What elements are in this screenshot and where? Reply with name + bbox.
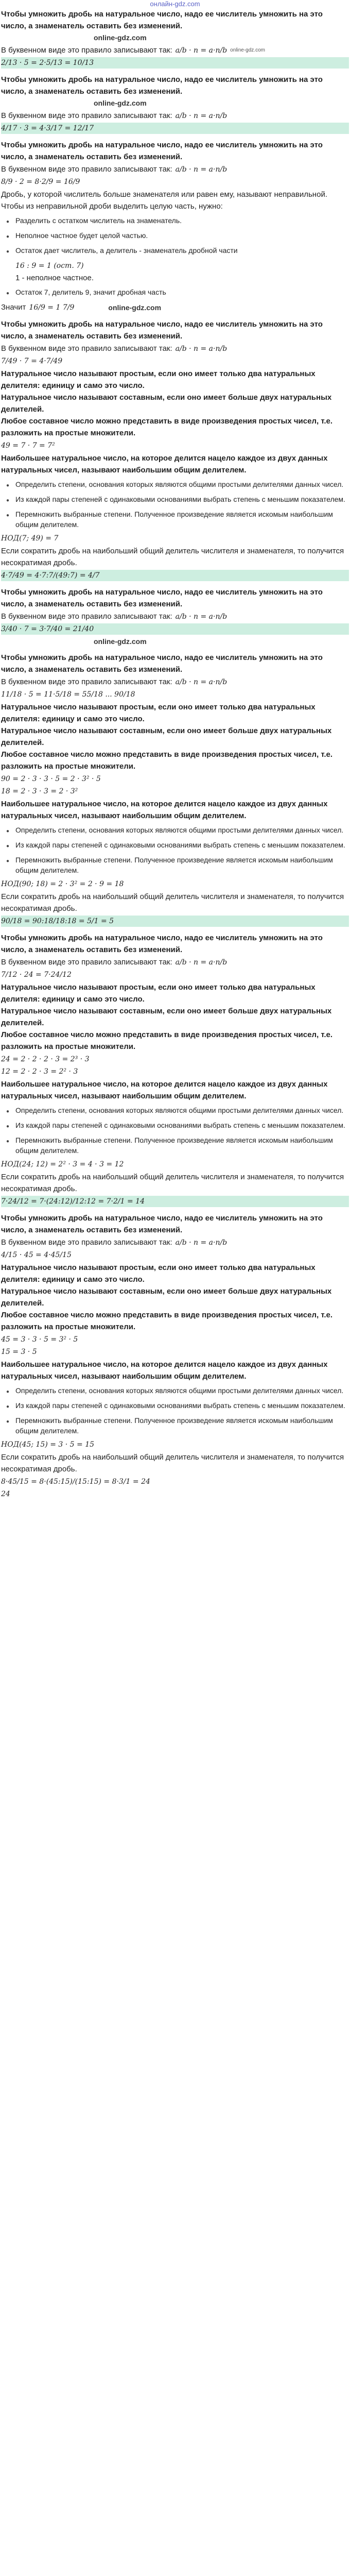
calc-line: 2/13 · 5 = 2·5/13 = 10/13 <box>1 59 94 67</box>
bullet-icon: ● <box>6 1389 10 1395</box>
rule-gcd: Наибольшее натуральное число, на которое делится нацело каждое из двух данных натуральных чисел, называют наибольшим общим делителем. <box>1 1360 328 1381</box>
list-item <box>1 1400 349 1412</box>
rule-letter-form-label: В буквенном виде это правило записывают так: <box>1 46 172 55</box>
calc-line: 7·24/12 = 7·(24:12)/12:12 = 7·2/1 = 14 <box>1 1197 145 1206</box>
bullet-icon: ● <box>6 219 10 225</box>
rule-extract: Чтобы из неправильной дроби выделить целую часть, нужно: <box>1 202 223 211</box>
rule-factor: Любое составное число можно представить в виде произведения простых чисел, т.е. разложить на простые множители. <box>1 750 333 771</box>
rule-letter-form-label: В буквенном виде это правило записывают так: <box>1 111 172 120</box>
rule-reduce: Если сократить дробь на наибольший общий делитель числителя и знаменателя, то получится несократимая дробь. <box>1 547 344 567</box>
watermark: online-gdz.com <box>108 303 162 312</box>
calc-ex7 <box>1 969 349 980</box>
calc-line: 7/12 · 24 = 7·24/12 <box>1 971 72 979</box>
list-item-text: Определить степени, основания которых являются общими простыми делителями данных чисел. <box>15 1106 344 1114</box>
formula: a/b · n = a·n/b <box>175 165 227 174</box>
rule-multiply: Чтобы умножить дробь на натуральное число, надо ее числитель умножить на это число, а знаменатель оставить без изменений. <box>1 75 323 96</box>
calc-line: 16 : 9 = 1 (ост. 7) <box>15 262 84 270</box>
list-item-text: Из каждой пары степеней с одинаковыми основаниями выбрать степень с меньшим показателем. <box>15 495 345 503</box>
calc-line: 3/40 · 7 = 3·7/40 = 21/40 <box>1 625 94 633</box>
calc-line: 8/9 · 2 = 8·2/9 = 16/9 <box>1 178 80 186</box>
rule-reduce: Если сократить дробь на наибольший общий делитель числителя и знаменателя, то получится несократимая дробь. <box>1 1453 344 1473</box>
bullet-icon: ● <box>6 1404 10 1410</box>
list-item <box>1 215 349 227</box>
rule-letter-form-label: В буквенном виде это правило записывают так: <box>1 677 172 686</box>
calc-line: 18 = 2 · 3 · 3 = 2 · 3² <box>1 787 78 795</box>
calc-line: 49 = 7 · 7 = 7² <box>1 442 55 450</box>
rule-letter-form <box>1 343 349 354</box>
list-item <box>1 494 349 506</box>
rule-prime: Натуральное число называют простым, если оно имеет только два натуральных делителя: единицу и само это число. <box>1 703 316 723</box>
rule-gcd: Наибольшее натуральное число, на которое делится нацело каждое из двух данных натуральных чисел, называют наибольшим общим делителем. <box>1 1080 328 1100</box>
rule-factor: Любое составное число можно представить в виде произведения простых чисел, т.е. разложить на простые множители. <box>1 1311 333 1331</box>
rule-multiply: Чтобы умножить дробь на натуральное число, надо ее числитель умножить на это число, а знаменатель оставить без изменений. <box>1 1214 323 1234</box>
calc-line: НОД(45; 15) = 3 · 5 = 15 <box>1 1440 95 1449</box>
calc-line: 24 <box>1 1490 10 1498</box>
calc-ex5 <box>1 623 349 635</box>
list-item-text: Определить степени, основания которых являются общими простыми делителями данных чисел. <box>15 1386 344 1395</box>
list-item-text: Определить степени, основания которых являются общими простыми делителями данных чисел. <box>15 480 344 488</box>
rule-letter-form-label: В буквенном виде это правило записывают так: <box>1 612 172 621</box>
bullet-icon: ● <box>6 843 10 849</box>
calc-gcd <box>1 1439 349 1450</box>
formula: a/b · n = a·n/b <box>175 46 227 55</box>
calc-ex6 <box>1 689 349 700</box>
calc-ex8 <box>1 1249 349 1261</box>
rule-prime: Натуральное число называют простым, если оно имеет только два натуральных делителя: единицу и само это число. <box>1 1263 316 1284</box>
rule-letter-form <box>1 676 349 688</box>
formula: a/b · n = a·n/b <box>175 678 227 686</box>
rule-prime: Натуральное число называют простым, если оно имеет только два натуральных делителя: единицу и само это число. <box>1 369 316 390</box>
list-item <box>1 1415 349 1436</box>
calc-line: 1 - неполное частное. <box>15 274 94 282</box>
list-item-text: Из каждой пары степеней с одинаковыми основаниями выбрать степень с меньшим показателем. <box>15 1121 345 1129</box>
calc-factor <box>1 1346 349 1358</box>
calc-div <box>1 260 349 272</box>
rule-composite: Натуральное число называют составным, если оно имеет больше двух натуральных делителей. <box>1 1007 332 1027</box>
list-item <box>1 230 349 242</box>
calc-line: 90 = 2 · 3 · 3 · 5 = 2 · 3² · 5 <box>1 775 101 783</box>
list-item-text: Разделить с остатком числитель на знаменатель. <box>15 216 182 225</box>
bullet-icon: ● <box>6 1109 10 1114</box>
rule-multiply: Чтобы умножить дробь на натуральное число, надо ее числитель умножить на это число, а знаменатель оставить без изменений. <box>1 10 323 30</box>
calc-ex2 <box>1 123 349 134</box>
calc-ex1 <box>1 57 349 69</box>
calc-line: НОД(7; 49) = 7 <box>1 534 59 543</box>
calc-line: 12 = 2 · 2 · 3 = 2² · 3 <box>1 1067 78 1076</box>
rule-letter-form <box>1 45 349 56</box>
rule-multiply: Чтобы умножить дробь на натуральное число, надо ее числитель умножить на это число, а знаменатель оставить без изменений. <box>1 141 323 161</box>
calc-factor <box>1 1066 349 1077</box>
formula: a/b · n = a·n/b <box>175 345 227 353</box>
calc-ex4b <box>1 570 349 581</box>
rule-gcd: Наибольшее натуральное число, на которое делится нацело каждое из двух данных натуральных чисел, называют наибольшим общим делителем. <box>1 454 328 474</box>
list-item-text: Из каждой пары степеней с одинаковыми основаниями выбрать степень с меньшим показателем. <box>15 841 345 849</box>
calc-ex8-result <box>1 1488 349 1500</box>
rule-improper: Дробь, у которой числитель больше знаменателя или равен ему, называют неправильной. <box>1 190 327 199</box>
rule-letter-form-label: В буквенном виде это правило записывают так: <box>1 165 172 174</box>
bullet-icon: ● <box>6 234 10 240</box>
calc-ex6b <box>1 916 349 927</box>
rule-multiply: Чтобы умножить дробь на натуральное число, надо ее числитель умножить на это число, а знаменатель оставить без изменений. <box>1 588 323 608</box>
list-item-text: Перемножить выбранные степени. Полученное произведение является искомым наибольшим общим делителем. <box>15 856 333 874</box>
solution-content <box>1 8 349 1501</box>
calc-factor <box>1 786 349 797</box>
bullet-icon: ● <box>6 483 10 488</box>
rule-letter-form <box>1 957 349 968</box>
rule-multiply: Чтобы умножить дробь на натуральное число, надо ее числитель умножить на это число, а знаменатель оставить без изменений. <box>1 320 323 341</box>
rule-multiply: Чтобы умножить дробь на натуральное число, надо ее числитель умножить на это число, а знаменатель оставить без изменений. <box>1 934 323 954</box>
list-item-text: Неполное частное будет целой частью. <box>15 231 148 240</box>
rule-composite: Натуральное число называют составным, если оно имеет больше двух натуральных делителей. <box>1 393 332 414</box>
rule-factor: Любое составное число можно представить в виде произведения простых чисел, т.е. разложить на простые множители. <box>1 1030 333 1051</box>
list-item <box>1 1105 349 1117</box>
formula: a/b · n = a·n/b <box>175 112 227 120</box>
calc-line: 4·7/49 = 4·7:7/(49:7) = 4/7 <box>1 571 100 580</box>
bullet-icon: ● <box>6 1139 10 1144</box>
watermark: online-gdz.com <box>94 637 147 646</box>
rule-letter-form-label: В буквенном виде это правило записывают так: <box>1 958 172 967</box>
calc-ex4 <box>1 355 349 367</box>
bullet-icon: ● <box>6 1419 10 1425</box>
calc-line: НОД(24; 12) = 2² · 3 = 4 · 3 = 12 <box>1 1160 124 1168</box>
calc-line: 90/18 = 90:18/18:18 = 5/1 = 5 <box>1 917 114 925</box>
calc-line: 11/18 · 5 = 11·5/18 = 55/18 ... 90/18 <box>1 690 135 699</box>
list-item-text: Определить степени, основания которых являются общими простыми делителями данных чисел. <box>15 826 344 834</box>
rule-letter-form <box>1 1237 349 1248</box>
calc-line: 15 = 3 · 5 <box>1 1348 37 1356</box>
rule-letter-form <box>1 611 349 622</box>
watermark: online-gdz.com <box>94 33 147 42</box>
rule-letter-form-label: В буквенном виде это правило записывают так: <box>1 344 172 353</box>
list-item <box>1 509 349 530</box>
list-item <box>1 1135 349 1156</box>
rule-letter-form <box>1 164 349 175</box>
formula: a/b · n = a·n/b <box>175 1239 227 1247</box>
rule-multiply: Чтобы умножить дробь на натуральное число, надо ее числитель умножить на это число, а знаменатель оставить без изменений. <box>1 653 323 674</box>
formula: a/b · n = a·n/b <box>175 613 227 621</box>
rule-reduce: Если сократить дробь на наибольший общий делитель числителя и знаменателя, то получится несократимая дробь. <box>1 892 344 913</box>
calc-line: 7/49 · 7 = 4·7/49 <box>1 357 63 365</box>
list-item-text: Перемножить выбранные степени. Полученное произведение является искомым наибольшим общим делителем. <box>15 1136 333 1155</box>
calc-line: 16/9 = 1 7/9 <box>29 303 75 312</box>
calc-factor <box>1 1334 349 1345</box>
calc-line: 8·45/15 = 8·(45:15)/(15:15) = 8·3/1 = 24 <box>1 1478 150 1486</box>
rule-gcd: Наибольшее натуральное число, на которое делится нацело каждое из двух данных натуральных чисел, называют наибольшим общим делителем. <box>1 800 328 820</box>
formula: a/b · n = a·n/b <box>175 958 227 967</box>
watermark: online-gdz.com <box>94 99 147 107</box>
calc-gcd <box>1 1159 349 1170</box>
bullet-icon: ● <box>6 858 10 864</box>
watermark: online-gdz.com <box>230 47 265 53</box>
calc-ex8b <box>1 1476 349 1487</box>
rule-factor: Любое составное число можно представить в виде произведения простых чисел, т.е. разложить на простые множители. <box>1 417 333 437</box>
rule-letter-form <box>1 110 349 122</box>
list-item <box>1 287 349 299</box>
list-item <box>1 479 349 491</box>
list-item-text: Остаток 7, делитель 9, значит дробная часть <box>15 288 166 296</box>
rule-reduce: Если сократить дробь на наибольший общий делитель числителя и знаменателя, то получится несократимая дробь. <box>1 1173 344 1193</box>
rule-letter-form-label: В буквенном виде это правило записывают так: <box>1 1238 172 1247</box>
calc-label: Значит <box>1 303 26 312</box>
calc-gcd <box>1 878 349 890</box>
list-item <box>1 245 349 257</box>
calc-note <box>1 273 349 284</box>
rule-composite: Натуральное число называют составным, если оно имеет больше двух натуральных делителей. <box>1 1287 332 1308</box>
site-header[interactable]: онлайн-gdz.com <box>150 0 200 8</box>
rule-composite: Натуральное число называют составным, если оно имеет больше двух натуральных делителей. <box>1 726 332 747</box>
list-item <box>1 840 349 852</box>
list-item-text: Перемножить выбранные степени. Полученное произведение является искомым наибольшим общим делителем. <box>15 510 333 529</box>
list-item <box>1 855 349 875</box>
list-item-text: Перемножить выбранные степени. Полученное произведение является искомым наибольшим общим делителем. <box>15 1416 333 1435</box>
calc-factor <box>1 440 349 451</box>
bullet-icon: ● <box>6 291 10 296</box>
calc-gcd <box>1 533 349 544</box>
calc-line: 4/17 · 3 = 4·3/17 = 12/17 <box>1 124 94 132</box>
list-item <box>1 1120 349 1132</box>
calc-ex7b <box>1 1196 349 1207</box>
calc-line: НОД(90; 18) = 2 · 3² = 2 · 9 = 18 <box>1 880 124 888</box>
list-item-text: Остаток дает числитель, а делитель - знаменатель дробной части <box>15 246 238 255</box>
calc-line: 4/15 · 45 = 4·45/15 <box>1 1251 72 1259</box>
bullet-icon: ● <box>6 249 10 255</box>
calc-line: 45 = 3 · 3 · 5 = 3² · 5 <box>1 1335 78 1344</box>
rule-prime: Натуральное число называют простым, если оно имеет только два натуральных делителя: единицу и само это число. <box>1 983 316 1004</box>
calc-factor <box>1 773 349 785</box>
bullet-icon: ● <box>6 513 10 518</box>
list-item <box>1 825 349 837</box>
list-item <box>1 1385 349 1397</box>
calc-ex3 <box>1 176 349 188</box>
bullet-icon: ● <box>6 1124 10 1129</box>
calc-line: 24 = 2 · 2 · 2 · 3 = 2³ · 3 <box>1 1055 90 1063</box>
list-item-text: Из каждой пары степеней с одинаковыми основаниями выбрать степень с меньшим показателем. <box>15 1401 345 1410</box>
bullet-icon: ● <box>6 498 10 503</box>
calc-mixed <box>1 302 349 313</box>
bullet-icon: ● <box>6 828 10 834</box>
calc-factor <box>1 1054 349 1065</box>
